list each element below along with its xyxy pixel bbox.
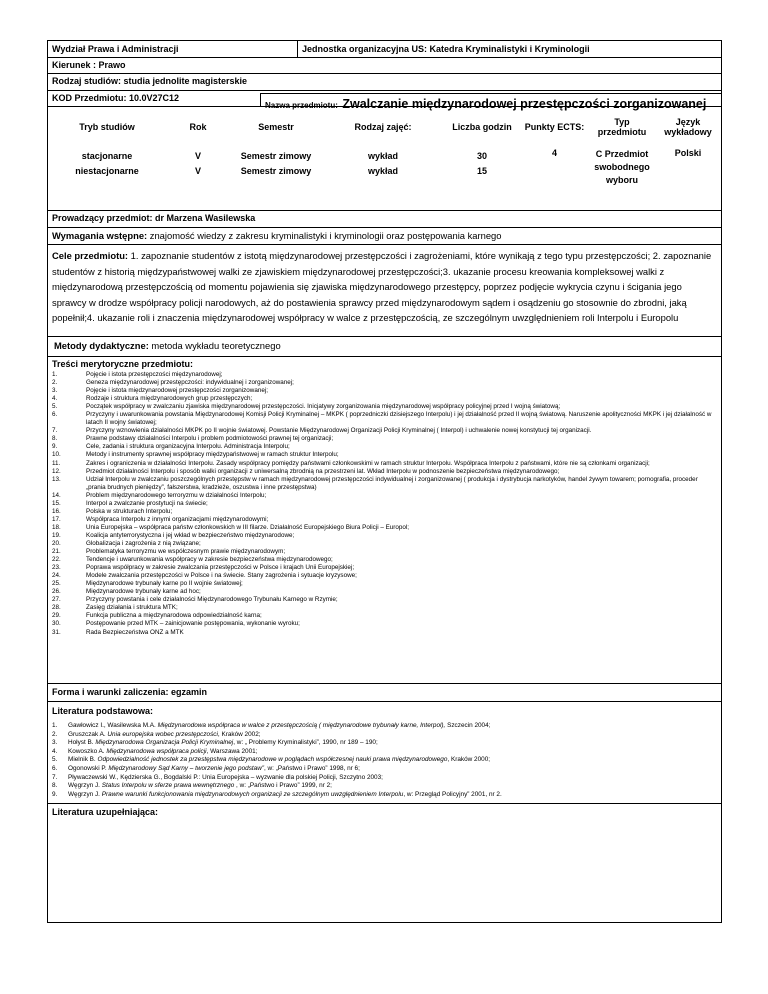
content-label: Treści merytoryczne przedmiotu:: [52, 359, 194, 369]
literature-author: Gawłowicz I., Wasilewska M.A.: [68, 722, 158, 729]
content-item: [52, 492, 717, 500]
literature-item-number: 8.: [52, 782, 58, 790]
supp-literature: [48, 804, 721, 922]
literature-item: [52, 739, 717, 748]
literature-title: Prawne warunki funkcjonowania międzynarodowych organizacji ze szczególnym uwzględnieniem Interpolu: [101, 790, 404, 798]
literature-source: , w: Przegląd Policyjny” 2001, nr 2.: [403, 790, 502, 798]
literature-source: , w: „ Problemy Kryminalistyki”, 1990, nr 189 – 190;: [233, 739, 378, 747]
literature-title: Międzynarodowa współpraca policji: [106, 747, 207, 755]
content-item-number: 3.: [52, 387, 58, 395]
literature-item-text: [68, 748, 717, 757]
prereq-label: Wymagania wstępne:: [52, 230, 148, 241]
literature-section: [48, 702, 721, 804]
content-item-text: Problematyka terroryzmu we współczesnym prawie międzynarodowym;: [86, 548, 286, 556]
literature-item: [52, 791, 717, 800]
content-item-number: 1.: [52, 371, 58, 378]
literature-author: Węgrzyn J.: [68, 790, 102, 798]
literature-item-text: [68, 731, 717, 740]
content-item: [52, 395, 717, 403]
goals-text: 1. zapoznanie studentów z istotą międzynarodowej przestępczości i zagrożeniami, które wynikają z tego typu przestępczości; 2. zapoznanie studentów z historią międzypaństwowej walki ze zjawiskiem międzynarodowej przestępczości;3. ukazanie procesu kreowania kompleksowej walki z międzynarodową przestępczością od momentu pojawienia się zjawiska międzynarodowego przestępcy, poprzez podjęcie wykrycia czynu i ścigania jego sprawcy w drodze współpracy policji narodowych, aż do postawienia sprawcy przed międzynarodowym sądem i osądzeniu go stosownie do zbrodni, jaką popełnił;4. ukazanie roli i znaczenia międzynarodowej współpracy w walce z przestępczością, ze szczególnym uwzględnieniem roli Interpolu i Europolu: [52, 250, 712, 324]
methods-label: Metody dydaktyczne:: [54, 340, 149, 351]
content-item-number: 21.: [52, 548, 61, 556]
content-item-text: Rodzaje i struktura międzynarodowych grup przestępczych;: [86, 395, 253, 403]
direction: Kierunek : Prawo: [48, 58, 721, 74]
content-item-number: 27.: [52, 596, 61, 604]
literature-source: , Kraków 2002;: [217, 730, 261, 738]
content-item-text: Cele, zadania i struktura organizacyjna Interpolu. Administracja Interpolu;: [86, 443, 290, 451]
literature-source: , Kraków 2000;: [447, 756, 491, 764]
faculty: Wydział Prawa i Administracji: [48, 41, 298, 57]
content-item-text: Modele zwalczania przestępczości w Polsce i na świecie. Stany zagrożenia i sytuacje kryzysowe;: [86, 572, 357, 580]
content-item-number: 18.: [52, 523, 61, 531]
literature-title: Unia europejska wobec przestępczości: [107, 730, 218, 738]
methods: [48, 337, 721, 357]
content-item: [52, 403, 717, 411]
content-item: [52, 443, 717, 451]
literature-author: Gruszczak A.: [68, 730, 108, 738]
content-item-number: 31.: [52, 628, 61, 636]
content-item-number: 28.: [52, 604, 61, 612]
goals-label: Cele przedmiotu:: [52, 250, 129, 261]
content-item-text: Geneza międzynarodowej przestępczości: indywidualnej i zorganizowanej;: [86, 379, 294, 387]
content-item-text: Poprawa współpracy w zakresie zwalczania przestępczości w Polsce i krajach Unii Europejskiej;: [86, 564, 355, 572]
content-item: [52, 500, 717, 508]
content-item-text: Unia Europejska – współpraca państw członkowskich w III filarze. Działalność Europejskiego Biura Policji – Europol;: [86, 523, 410, 531]
literature-author: Kowoszko A.: [68, 747, 107, 755]
content-item: [52, 612, 717, 620]
literature-item-text: [68, 765, 717, 774]
cell-semester-1: Semestr zimowy: [240, 151, 312, 161]
content-item: [52, 524, 717, 532]
supp-literature-label: Literatura uzupełniająca:: [52, 807, 159, 817]
header-row-4: [48, 90, 721, 111]
content-item-text: Funkcja publiczna a międzynarodowa odpowiedzialność karna;: [86, 612, 262, 620]
content-item-number: 14.: [52, 491, 61, 499]
literature-source: , Warszawa 2001;: [206, 747, 258, 755]
content-item-number: 30.: [52, 620, 61, 628]
th-ects: Punkty ECTS:: [524, 122, 585, 132]
content-item: [52, 564, 717, 572]
content-item-number: 25.: [52, 580, 61, 588]
cell-language: Polski: [674, 148, 702, 158]
cell-type: C Przedmiot swobodnego wyboru: [594, 149, 650, 185]
literature-title: Międzynarodowa współpraca w walce z przestępczością ( międzynarodowe trybunały karne, Interpol),: [157, 722, 446, 729]
methods-text: metoda wykładu teoretycznego: [151, 340, 281, 351]
content-item: [52, 629, 717, 637]
literature-author: Pływaczewski W., Kędzierska G., Bogdalski P.: Unia Europejska – wyzwanie dla polskiej Policji, Szczytno 2003;: [68, 773, 383, 781]
course-name-label: Nazwa przedmiotu:: [265, 101, 338, 110]
content-item-number: 15.: [52, 499, 61, 507]
unit: Jednostka organizacyjna US: Katedra Kryminalistyki i Kryminologii: [302, 44, 590, 54]
content-item: [52, 540, 717, 548]
content-item: [52, 460, 717, 468]
syllabus-sheet: [47, 40, 722, 923]
content-item-text: Rada Bezpieczeństwa ONZ a MTK: [86, 628, 184, 636]
content-item: [52, 508, 717, 516]
content-item: [52, 596, 717, 604]
content-item-text: Udział Interpolu w zwalczaniu poszczególnych przestępstw w ramach międzynarodowej przestępczości indywidualnej i zorganizowanej ( produkcja i dystrybucja narkotyków, handel żywym towarem; pornografia, proceder „prania brudnych pieniędzy”, fałszerstwa, kradzieże, oszustwa i inne przestępstwa): [86, 475, 698, 491]
content-item-number: 19.: [52, 531, 61, 539]
content-item-text: Pojęcie i istota przestępczości międzynarodowej;: [86, 371, 223, 378]
cell-year-1: V: [194, 151, 201, 161]
cell-hours-2: 15: [476, 166, 487, 176]
content-item: [52, 476, 717, 492]
content-item-text: Międzynarodowe trybunały karne ad hoc;: [86, 588, 201, 596]
content-item-number: 11.: [52, 459, 61, 467]
header-row-1: [48, 41, 721, 58]
literature-list: [52, 722, 717, 799]
literature-title: Międzynarodowy Sąd Karny – tworzenie jego podstaw”: [108, 764, 264, 772]
content-item-number: 20.: [52, 539, 61, 547]
th-year: Rok: [189, 122, 207, 132]
literature-item-number: 1.: [52, 722, 58, 729]
th-class-type: Rodzaj zajęć:: [354, 122, 412, 132]
study-table: [48, 107, 721, 211]
content-item-number: 10.: [52, 451, 61, 459]
literature-title: Odpowiedzialność jednostek za przestępstwa międzynarodowe w poglądach współczesnej nauki prawa międzynarodowego: [97, 756, 448, 764]
content-item-number: 2.: [52, 379, 58, 387]
literature-item-text: [68, 756, 717, 765]
content-item-text: Pojęcie i istota międzynarodowej przestępczości zorganizowanej;: [86, 387, 269, 395]
content-list: [52, 371, 717, 637]
content-item-number: 4.: [52, 395, 58, 403]
literature-label: Literatura podstawowa:: [52, 706, 154, 716]
cell-class-type-2: wykład: [367, 166, 398, 176]
cell-year-2: V: [194, 166, 201, 176]
content-item-number: 24.: [52, 572, 61, 580]
cell-mode-2: niestacjonarne: [75, 166, 139, 176]
th-semester: Semestr: [258, 122, 294, 132]
literature-item-text: [68, 791, 717, 800]
content-item-text: Globalizacja i zagrożenia z nią związane;: [86, 539, 201, 547]
literature-item-text: [68, 739, 717, 748]
content-item: [52, 387, 717, 395]
content-item: [52, 516, 717, 524]
content-item-number: 6.: [52, 411, 58, 419]
literature-author: Mielnik B.: [68, 756, 98, 764]
th-type: Typ przedmiotu: [597, 117, 647, 137]
content-item-number: 16.: [52, 507, 61, 515]
content-section: [48, 357, 721, 684]
content-item-text: Tendencje i uwarunkowania współpracy w zakresie bezpieczeństwa międzynarodowego;: [86, 556, 333, 564]
literature-title: Status Interpolu w sferze prawa wewnętrznego: [101, 782, 235, 790]
content-item-number: 5.: [52, 403, 58, 411]
content-item-number: 26.: [52, 588, 61, 596]
literature-item-number: 5.: [52, 756, 58, 764]
content-item: [52, 588, 717, 596]
content-item-text: Polska w strukturach Interpolu;: [86, 507, 173, 515]
content-item: [52, 427, 717, 435]
literature-item-number: 2.: [52, 730, 58, 738]
literature-item-number: 3.: [52, 739, 58, 747]
content-item: [52, 572, 717, 580]
course-name: Zwalczanie międzynarodowej przestępczości zorganizowanej: [342, 97, 707, 111]
goals: [48, 245, 721, 337]
content-item-text: Zakres i ograniczenia w działalności Interpolu. Zasady współpracy pomiędzy państwami członkowskimi w ramach struktur Interpolu. Współpraca Interpolu z państwami, które nie są członkami organizacji;: [86, 459, 650, 467]
literature-title: Międzynarodowa Organizacja Policji Kryminalnej: [95, 739, 234, 747]
literature-source: , w: „Państwo i Prawo” 1999, nr 2;: [234, 782, 332, 790]
content-item-text: Przyczyny powstania i cele działalności Międzynarodowego Trybunału Karnego w Rzymie;: [86, 596, 338, 604]
content-item-text: Międzynarodowe trybunały karne po II wojnie światowej;: [86, 580, 243, 588]
literature-item-number: 6.: [52, 764, 58, 772]
literature-item: [52, 748, 717, 757]
content-item: [52, 580, 717, 588]
literature-author: Ogonowski P.: [68, 764, 109, 772]
content-item-text: Współpraca Interpolu z innymi organizacjami międzynarodowymi;: [86, 515, 269, 523]
content-item: [52, 435, 717, 443]
content-item-text: Metody i instrumenty sprawnej współpracy międzypaństwowej w ramach struktur Interpolu;: [86, 451, 339, 459]
content-item: [52, 468, 717, 476]
content-item-number: 23.: [52, 564, 61, 572]
content-item-number: 9.: [52, 443, 58, 451]
content-item-number: 17.: [52, 515, 61, 523]
content-item-number: 29.: [52, 612, 61, 620]
literature-author: Hołyst B.: [68, 739, 96, 747]
content-item-text: Koalicja antyterrorystyczna i jej wkład w bezpieczeństwo międzynarodowe;: [86, 531, 295, 539]
content-item: [52, 532, 717, 540]
literature-item: [52, 756, 717, 765]
content-item-number: 13.: [52, 475, 61, 483]
th-mode: Tryb studiów: [79, 122, 135, 132]
literature-source: Szczecin 2004;: [445, 722, 491, 729]
literature-item-number: 9.: [52, 790, 58, 798]
literature-item-text: [68, 774, 717, 783]
prereq-text: znajomość wiedzy z zakresu kryminalistyki i kryminologii oraz postępowania karnego: [149, 230, 502, 241]
content-item-text: Problem międzynarodowego terroryzmu w działalności Interpolu;: [86, 491, 267, 499]
cell-semester-2: Semestr zimowy: [240, 166, 312, 176]
literature-source: , w: „Państwo i Prawo” 1998, nr 6;: [263, 764, 360, 772]
content-item-text: Zasięg działania i struktura MTK;: [86, 604, 178, 612]
content-item: [52, 604, 717, 612]
content-item: [52, 556, 717, 564]
content-item: [52, 620, 717, 628]
content-item-text: Prawne podstawy działalności Interpolu i problem podmiotowości prawnej tej organizacji;: [86, 435, 334, 443]
content-item-text: Początek współpracy w zwalczaniu zjawiska międzynarodowej przestępczości. Inicjatywy zorganizowania międzynarodowej współpracy policyjnej przed I wojną światową;: [86, 403, 561, 411]
content-item-text: Przyczyny wznowienia działalności MKPK po II wojnie światowej. Powstanie Międzynarodowej Organizacji Policji Kryminalnej ( Interpol) i uchwalenie nowej konstytucji tej organizacji.: [86, 427, 592, 435]
study-type: Rodzaj studiów: studia jednolite magisterskie: [52, 76, 248, 86]
literature-item-number: 4.: [52, 747, 58, 755]
literature-item: [52, 765, 717, 774]
content-item-text: Przyczyny i uwarunkowania powstania Międzynarodowej Komisji Policji Kryminalnej – MKPK ( poprzedniczki dzisiejszego Interpolu) i jej działalność przed II wojną światową. Naruszenie apolityczności MKPK i jej działalność w latach II wojny światowej;: [86, 411, 712, 427]
literature-item-text: [68, 722, 717, 731]
cell-mode-1: stacjonarne: [81, 151, 133, 161]
course-name-cell: [260, 93, 721, 111]
content-item-number: 12.: [52, 467, 61, 475]
cell-ects: 4: [551, 148, 557, 158]
literature-item: [52, 722, 717, 731]
lecturer: Prowadzący przedmiot: dr Marzena Wasilewska: [48, 211, 721, 228]
prerequisites: [48, 228, 721, 245]
assessment: Forma i warunki zaliczenia: egzamin: [48, 684, 721, 702]
literature-item: [52, 782, 717, 791]
content-item: [52, 451, 717, 459]
cell-hours-1: 30: [476, 151, 487, 161]
content-item: [52, 548, 717, 556]
th-hours: Liczba godzin: [452, 122, 512, 132]
content-item-number: 8.: [52, 435, 58, 443]
content-item-text: Interpol a zwalczanie prostytucji na świecie;: [86, 499, 208, 507]
literature-item: [52, 731, 717, 740]
content-item-number: 7.: [52, 427, 58, 435]
content-item-text: Postępowanie przed MTK – zainicjowanie postępowania, wykonanie wyroku;: [86, 620, 300, 628]
cell-class-type-1: wykład: [367, 151, 398, 161]
literature-item-text: [68, 782, 717, 791]
content-item: [52, 371, 717, 379]
literature-author: Węgrzyn J.: [68, 782, 102, 790]
content-item: [52, 379, 717, 387]
th-language: Język wykładowy: [664, 117, 712, 137]
content-item: [52, 411, 717, 427]
literature-item-number: 7.: [52, 773, 58, 781]
content-item-text: Przedmiot działalności Interpolu i sposób walki organizacji z uniwersalną zbrodnią na przestrzeni lat. Wkład Interpolu w podnoszenie bezpieczeństwa międzynarodowego;: [86, 467, 560, 475]
content-item-number: 22.: [52, 556, 61, 564]
course-code: KOD Przedmiotu: 10.0V27C12: [52, 93, 180, 103]
literature-item: [52, 774, 717, 783]
